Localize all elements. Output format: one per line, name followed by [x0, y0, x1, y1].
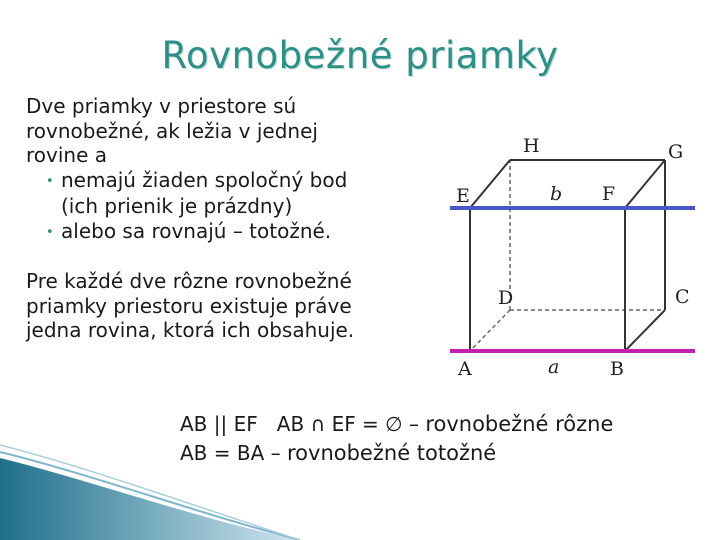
notation-expr-2: AB = BA – — [180, 441, 287, 465]
bullet-item-1 — [26, 168, 426, 195]
para1-line3: rovine a — [26, 143, 108, 167]
label-b: b — [550, 183, 563, 205]
label-f: F — [602, 183, 616, 205]
para1-line2: rovnobežné, ak ležia v jednej — [26, 118, 318, 143]
bullet-icon: • — [46, 173, 54, 189]
label-d: D — [498, 287, 514, 309]
label-g: G — [668, 141, 684, 163]
edge-da — [470, 310, 510, 351]
bullet1-text: nemajú žiaden spoločný bod — [61, 167, 348, 192]
decorative-swoosh — [0, 440, 300, 540]
label-c: C — [675, 286, 690, 308]
bullet1-continuation: (ich prienik je prázdny) — [61, 194, 293, 218]
para1-line1: Dve priamky v priestore sú — [26, 94, 297, 118]
bullet2-text: alebo sa rovnajú – totožné. — [61, 218, 332, 243]
label-a-point: A — [458, 358, 472, 380]
label-e: E — [456, 185, 470, 207]
definition-text — [26, 94, 426, 343]
bullet-icon: • — [46, 224, 54, 240]
label-a-line: a — [548, 356, 560, 378]
notation-result-2: rovnobežné totožné — [287, 441, 497, 465]
edge-eh — [470, 160, 510, 208]
edge-bc — [625, 310, 665, 351]
edge-fg — [625, 160, 665, 208]
label-h: H — [523, 135, 540, 157]
para2-line1: Pre každé dve rôzne rovnobežné — [26, 269, 352, 293]
notation-expr-1: AB || EF AB ∩ EF = ∅ – — [180, 412, 426, 436]
bullet-item-2 — [26, 219, 426, 246]
slide-title: Rovnobežné priamky — [161, 34, 559, 77]
notation-line-1 — [180, 410, 613, 439]
para2-line2: priamky priestoru existuje práve — [26, 293, 352, 318]
label-b-point: B — [610, 358, 624, 380]
notation-result-1: rovnobežné rôzne — [425, 412, 614, 436]
cube-figure — [450, 130, 700, 390]
para2-line3: jedna rovina, ktorá ich obsahuje. — [26, 318, 355, 342]
